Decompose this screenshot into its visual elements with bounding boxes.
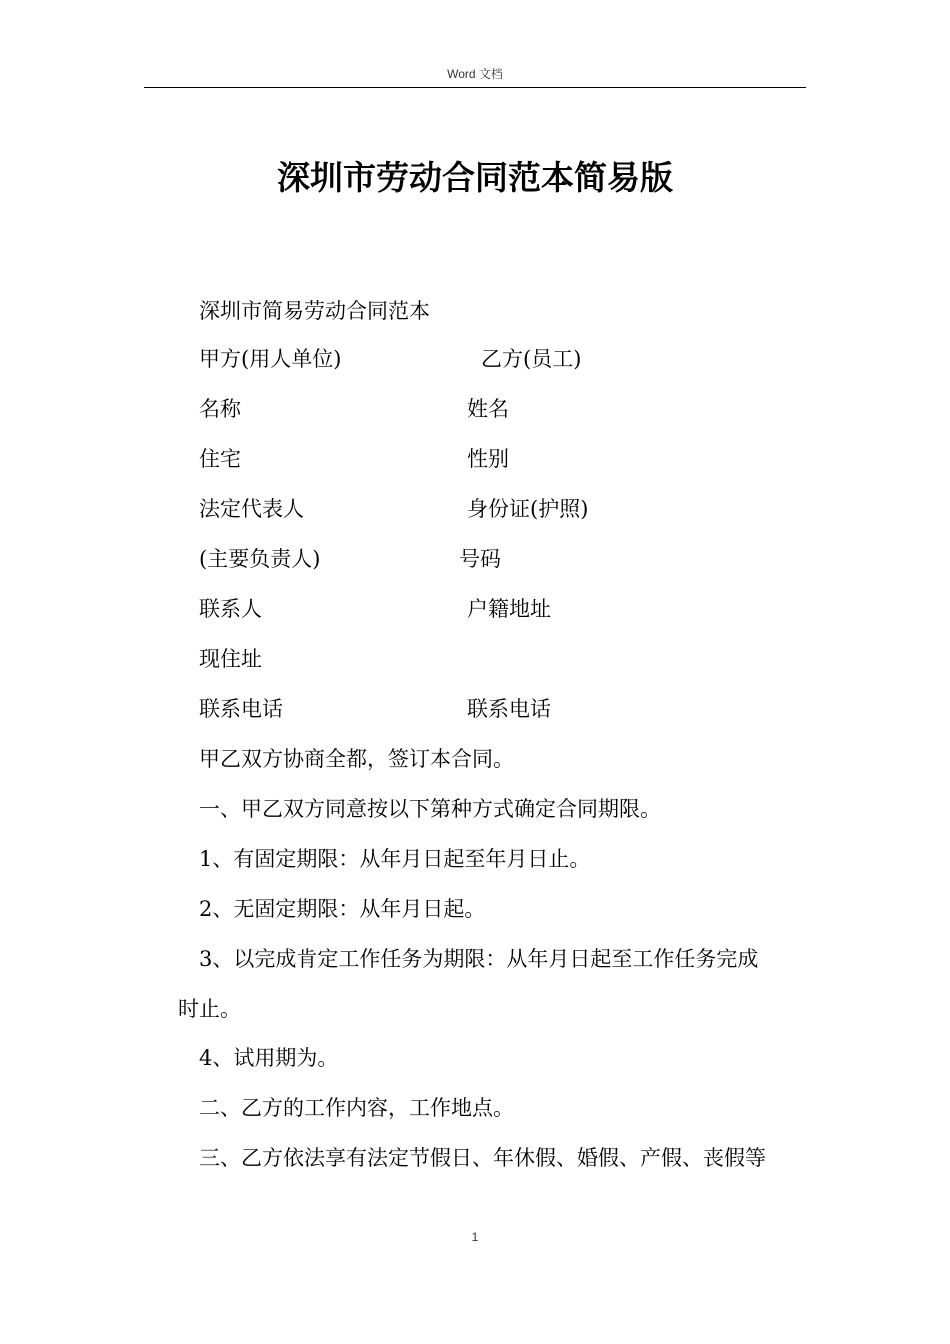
field-id-number: 号码 (459, 547, 501, 571)
paragraph-section-3: 三、乙方依法享有法定节假日、年休假、婚假、产假、丧假等 (199, 1146, 766, 1170)
field-company-address: 住宅 (199, 447, 241, 471)
field-current-address: 现住址 (199, 647, 262, 671)
field-legal-representative: 法定代表人 (199, 497, 304, 521)
party-a-label: 甲方(用人单位) (199, 347, 342, 371)
field-contact-person: 联系人 (199, 597, 262, 621)
document-subtitle: 深圳市简易劳动合同范本 (199, 299, 430, 323)
field-gender: 性别 (467, 447, 509, 471)
paragraph-item-4: 4、试用期为。 (199, 1046, 339, 1070)
party-b-label: 乙方(员工) (481, 347, 582, 371)
paragraph-item-2: 2、无固定期限：从年月日起。 (199, 897, 486, 921)
paragraph-item-3-continued: 时止。 (178, 997, 241, 1021)
field-company-name: 名称 (199, 397, 241, 421)
paragraph-agreement: 甲乙双方协商全都，签订本合同。 (199, 747, 514, 771)
field-principal: (主要负责人) (199, 547, 321, 571)
document-title: 深圳市劳动合同范本简易版 (277, 158, 673, 197)
header-divider (144, 87, 806, 88)
paragraph-item-3: 3、以完成肯定工作任务为期限：从年月日起至工作任务完成 (199, 947, 759, 971)
field-employee-phone: 联系电话 (467, 697, 551, 721)
paragraph-item-1: 1、有固定期限：从年月日起至年月日止。 (199, 847, 591, 871)
page-header: Word 文档 (447, 67, 503, 81)
paragraph-section-2: 二、乙方的工作内容，工作地点。 (199, 1096, 514, 1120)
page-number: 1 (471, 1230, 479, 1244)
field-company-phone: 联系电话 (199, 697, 283, 721)
field-employee-name: 姓名 (467, 397, 509, 421)
field-household-address: 户籍地址 (467, 597, 551, 621)
paragraph-section-1: 一、甲乙双方同意按以下第种方式确定合同期限。 (199, 797, 661, 821)
field-id-passport: 身份证(护照) (467, 497, 589, 521)
